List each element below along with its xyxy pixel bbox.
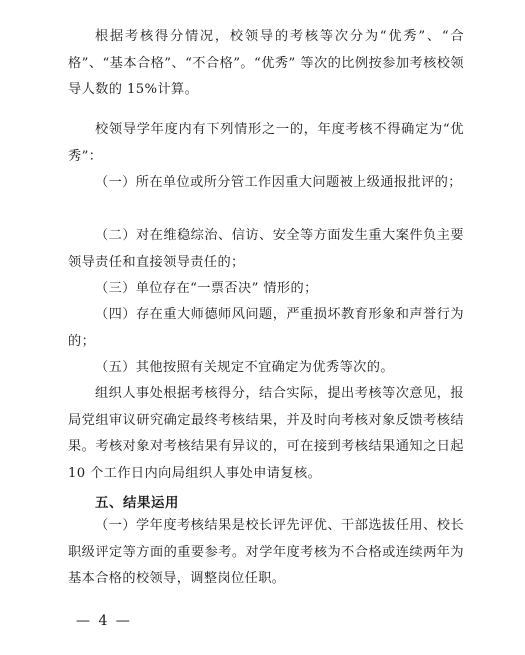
paragraph-grading: 根据考核得分情况，校领导的考核等次分为“优秀”、“合格”、“基本合格”、“不合格”。“优秀” 等次的比例按参加考核校领导人数的 15%计算。	[68, 29, 464, 98]
paragraph-result-usage-1: （一）学年度考核结果是校长评先评优、干部选拔任用、校长职级评定等方面的重要参考。对学年度考核为不合格或连续两年为基本合格的校领导，调整岗位任职。	[68, 518, 464, 587]
paragraph-item-3: （三）单位存在“一票否决” 情形的；	[95, 281, 318, 296]
section-heading: 五、结果运用	[95, 495, 179, 511]
paragraph-item-4: （四）存在重大师德师风问题，严重损坏教育形象和声誉行为的；	[68, 307, 464, 349]
paragraph-review-process: 组织人事处根据考核得分，结合实际，提出考核等次意见，报局党组审议研究确定最终考核结果，并及时向考核对象反馈考核结果。考核对象对考核结果有异议的，可在接到考核结果通知之日起 10 个工作日内向局组织人事处申请复核。	[68, 386, 464, 481]
paragraph-excellent-exclusion-intro: 校领导学年度内有下列情形之一的，年度考核不得确定为“优秀”：	[68, 122, 464, 164]
paragraph-item-1: （一）所在单位或所分管工作因重大问题被上级通报批评的；	[95, 175, 462, 190]
page-number: — 4 —	[76, 613, 132, 629]
paragraph-item-5: （五）其他按照有关规定不宜确定为优秀等次的。	[95, 360, 394, 375]
paragraph-item-2: （二）对在维稳综治、信访、安全等方面发生重大案件负主要领导责任和直接领导责任的；	[68, 228, 464, 270]
